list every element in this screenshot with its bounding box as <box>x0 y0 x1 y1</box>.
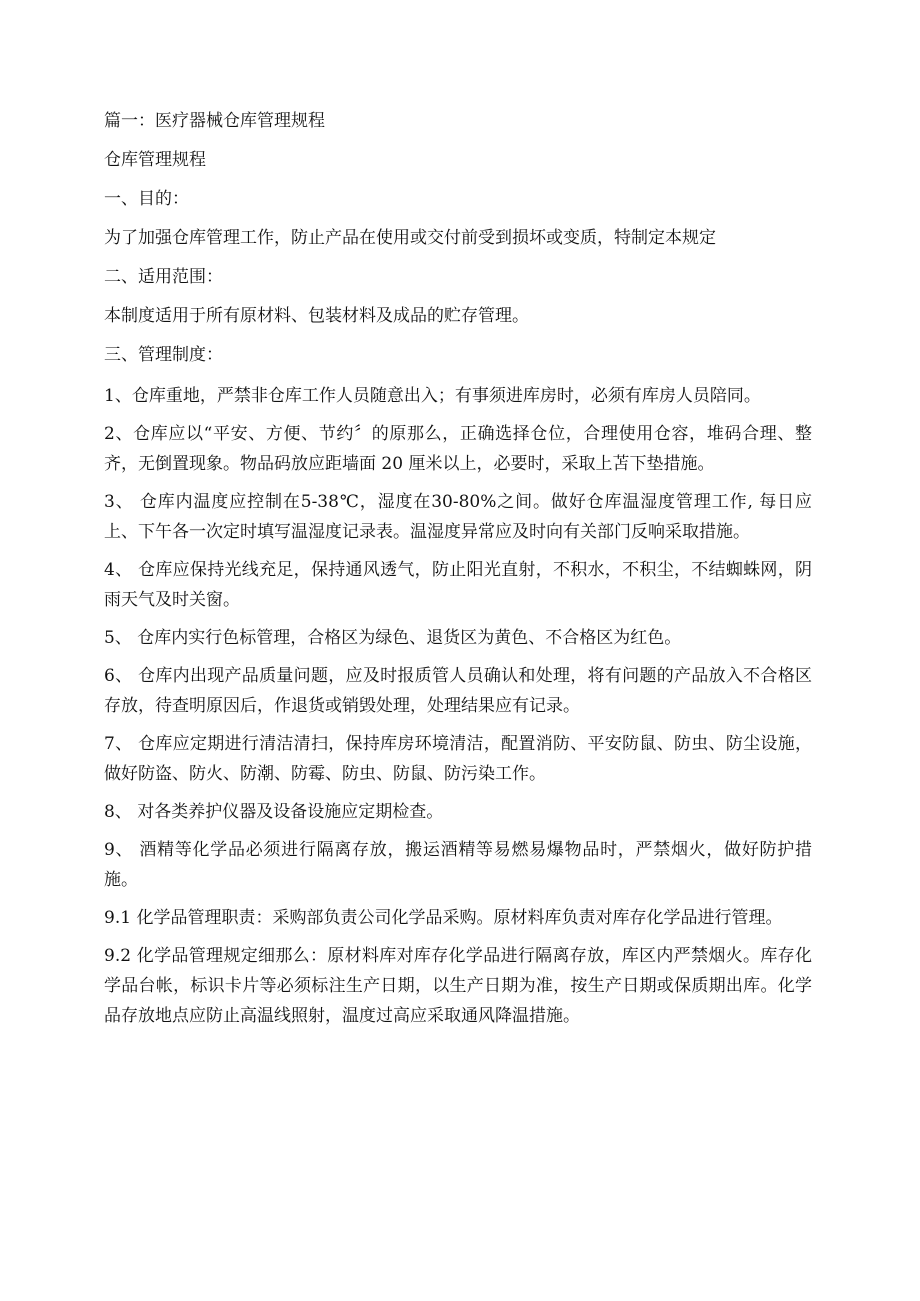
rule-item: 1、仓库重地，严禁非仓库工作人员随意出入；有事须进库房时，必须有库房人员陪同。 <box>104 386 761 406</box>
rule-item: 4、 仓库应保持光线充足，保持通风透气，防止阳光直射，不积水，不积尘，不结蜘蛛网，阴雨天气及时关窗。 <box>104 560 812 610</box>
document-content <box>104 108 812 1031</box>
rule-item: 8、 对各类养护仪器及设备设施应定期检查。 <box>104 802 444 822</box>
purpose-text: 为了加强仓库管理工作，防止产品在使用或交付前受到损坏或变质，特制定本规定 <box>104 228 716 248</box>
rule-item: 5、 仓库内实行色标管理，合格区为绿色、退货区为黄色、不合格区为红色。 <box>104 628 682 648</box>
section-purpose-title: 一、目的： <box>104 189 189 209</box>
document-subheading: 仓库管理规程 <box>104 150 206 170</box>
rule-item: 9.2 化学品管理规定细那么：原材料库对库存化学品进行隔离存放，库区内严禁烟火。库存化学品台帐，标识卡片等必须标注生产日期，以生产日期为准，按生产日期或保质期出库。化学品存放地点应防止高温线照射，温度过高应采取通风降温措施。 <box>104 946 812 1026</box>
rule-item: 7、 仓库应定期进行清洁清扫，保持库房环境清洁，配置消防、平安防鼠、防虫、防尘设施，做好防盗、防火、防潮、防霉、防虫、防鼠、防污染工作。 <box>104 734 812 784</box>
section-rules-title: 三、管理制度： <box>104 345 223 365</box>
document-heading: 篇一：医疗器械仓库管理规程 <box>104 111 325 131</box>
rule-item: 2、仓库应以“平安、方便、节约〞的原那么，正确选择仓位，合理使用仓容，堆码合理、整齐，无倒置现象。物品码放应距墙面 20 厘米以上，必要时，采取上苫下垫措施。 <box>104 424 812 474</box>
rule-item: 6、 仓库内出现产品质量问题，应及时报质管人员确认和处理，将有问题的产品放入不合格区存放，待查明原因后，作退货或销毁处理，处理结果应有记录。 <box>104 666 812 716</box>
rule-item: 9、 酒精等化学品必须进行隔离存放，搬运酒精等易燃易爆物品时，严禁烟火，做好防护措施。 <box>104 840 812 890</box>
rule-item: 3、 仓库内温度应控制在5-38℃，湿度在30-80%之间。做好仓库温湿度管理工作, 每日应上、下午各一次定时填写温湿度记录表。温湿度异常应及时向有关部门反响采取措施。 <box>104 492 812 542</box>
section-scope-title: 二、适用范围： <box>104 267 223 287</box>
rule-item: 9.1 化学品管理职责：采购部负责公司化学品采购。原材料库负责对库存化学品进行管理。 <box>104 908 783 928</box>
scope-text: 本制度适用于所有原材料、包装材料及成品的贮存管理。 <box>104 306 529 326</box>
